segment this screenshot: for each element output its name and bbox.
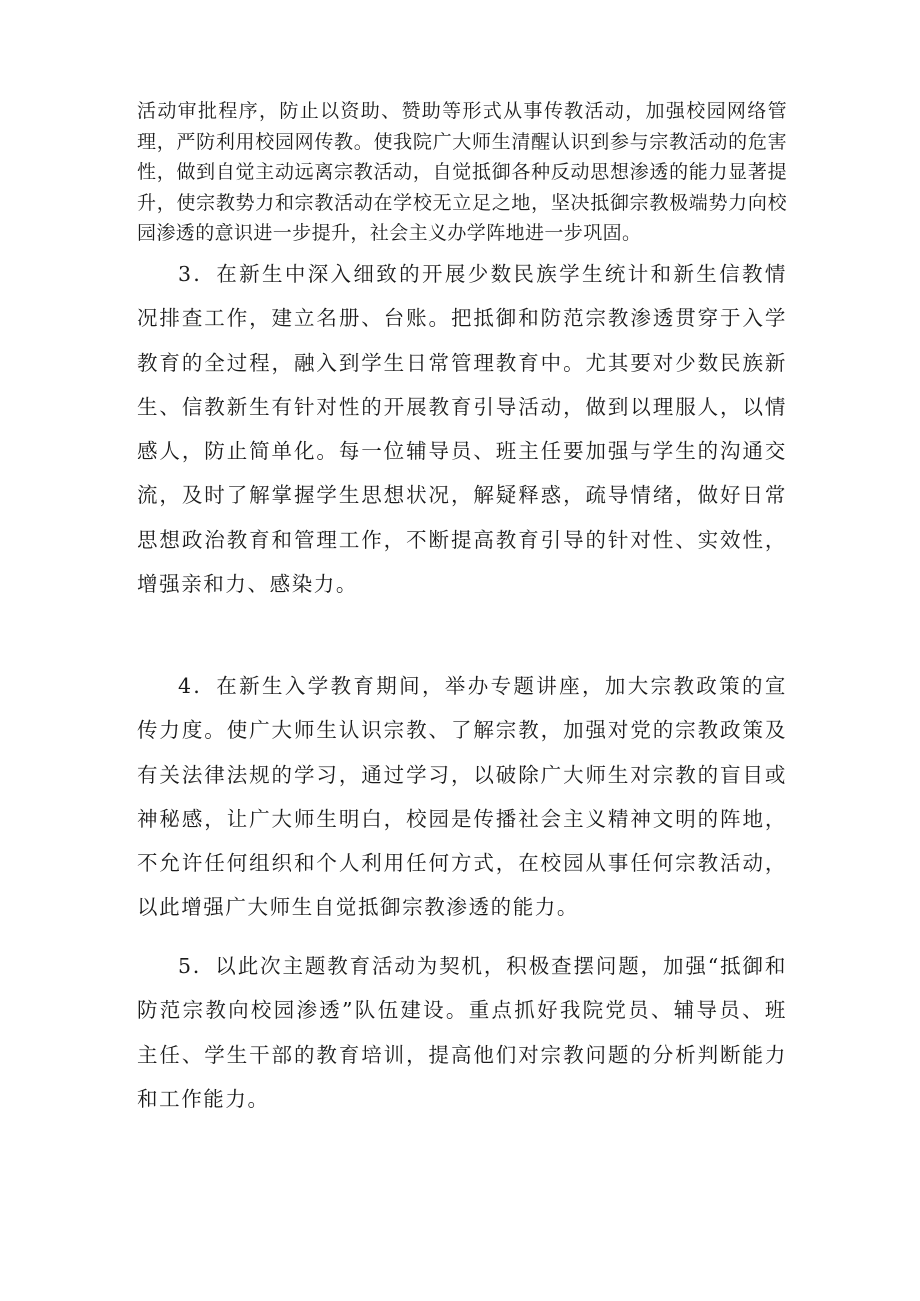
paragraph-item-5: 5．以此次主题教育活动为契机，积极查摆问题，加强“抵御和防范宗教向校园渗透”队伍建设。重点抓好我院党员、辅导员、班主任、学生干部的教育培训，提高他们对宗教问题的分析判断能力和工作能力。 — [137, 954, 787, 1111]
paragraph-item-3: 3．在新生中深入细致的开展少数民族学生统计和新生信教情况排查工作，建立名册、台账。把抵御和防范宗教渗透贯穿于入学教育的全过程，融入到学生日常管理教育中。尤其要对少数民族新生、信教新生有针对性的开展教育引导活动，做到以理服人，以情感人，防止简单化。每一位辅导员、班主任要加强与学生的沟通交流，及时了解掌握学生思想状况，解疑释惑，疏导情绪，做好日常思想政治教育和管理工作，不断提高教育引导的针对性、实效性，增强亲和力、感染力。 — [137, 262, 787, 597]
paragraph-item-4: 4．在新生入学教育期间，举办专题讲座，加大宗教政策的宣传力度。使广大师生认识宗教、了解宗教，加强对党的宗教政策及有关法律法规的学习，通过学习，以破除广大师生对宗教的盲目或神秘感，让广大师生明白，校园是传播社会主义精神文明的阵地，不允许任何组织和个人利用任何方式，在校园从事任何宗教活动，以此增强广大师生自觉抵御宗教渗透的能力。 — [137, 674, 787, 920]
paragraph-continued-intro: 活动审批程序，防止以资助、赞助等形式从事传教活动，加强校园网络管理，严防利用校园网传教。使我院广大师生清醒认识到参与宗教活动的危害性，做到自觉主动远离宗教活动，自觉抵御各种反动思想渗透的能力显著提升，使宗教势力和宗教活动在学校无立足之地，坚决抵御宗教极端势力向校园渗透的意识进一步提升，社会主义办学阵地进一步巩固。 — [137, 100, 787, 244]
